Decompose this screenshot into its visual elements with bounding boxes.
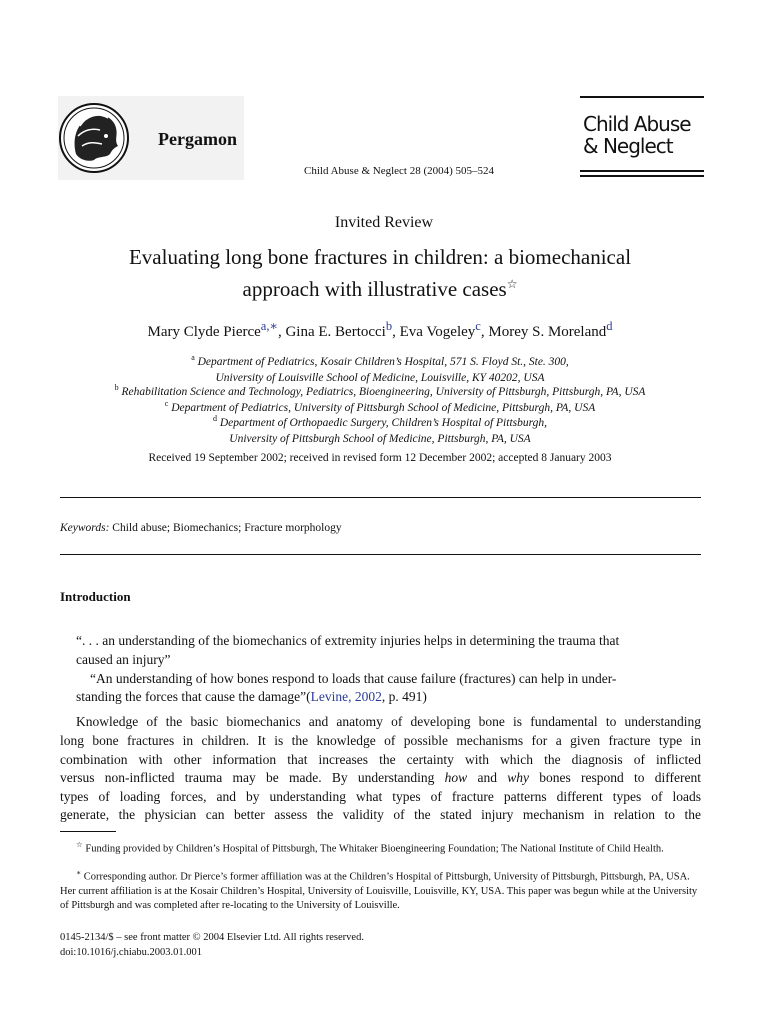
author-name: Mary Clyde Pierce (147, 324, 261, 340)
affiliation-b: $^b$ Rehabilitation Science and Technology, Pediatrics, Bioengineering, University of Pittsburgh, Pittsburgh, PA, USA (114, 383, 646, 398)
journal-citation: Child Abuse & Neglect 28 (2004) 505–524 (304, 165, 495, 177)
author-affiliation-link[interactable]: a,∗ (260, 319, 278, 333)
paragraph-line: combination with other information that increases the certainty with which the diagnosis of inflicted (60, 752, 701, 767)
journal-logo-line-1: Child Abuse (583, 112, 691, 136)
received-dates: Received 19 September 2002; received in revised form 12 December 2002; accepted 8 January 2003 (148, 452, 612, 464)
title-line-2-text: approach with illustrative cases (242, 277, 507, 301)
author-name: Gina E. Bertocci (285, 324, 386, 340)
divider (60, 497, 701, 498)
title-line-2 (60, 271, 700, 303)
title-note-mark[interactable]: ☆ (506, 277, 518, 291)
citation-link[interactable]: Levine, 2002 (310, 689, 382, 704)
title-line-1: Evaluating long bone fractures in children: a biomechanical (128, 245, 632, 269)
affiliation-c: $^c$ Department of Pediatrics, University of Pittsburgh School of Medicine, Pittsburgh, PA, USA (164, 399, 596, 414)
footnote-corresponding: ∗ Corresponding author. Dr Pierce’s former affiliation was at the Children’s Hospital of Pittsburgh, University of Pittsburgh, Pittsburgh, PA, USA. Her current affiliation is at the Kosair Children’s Hospital, University of Louisville, Louisville, KY, USA. This paper was begun while at the University of Pittsburgh and was completed after re-locating to the University of Louisville. (60, 868, 698, 911)
footnote-funding: ☆ Funding provided by Children’s Hospital of Pittsburgh, The Whitaker Bioengineering Foundation; The National Institute of Child Health. (76, 840, 664, 855)
paragraph-line: Knowledge of the basic biomechanics and anatomy of developing bone is fundamental to understanding (76, 714, 701, 729)
quote-1-line-1: “. . . an understanding of the biomechanics of extremity injuries helps in determining the trauma that (76, 633, 620, 648)
publisher-name: Pergamon (158, 129, 237, 149)
author-list: Mary Clyde Pierce$^{a,∗}$, Gina E. Bertocci$^b$, Eva Vogeley$^c$, Morey S. Moreland$^d$ (147, 319, 613, 340)
journal-logo-line-2: & Neglect (583, 134, 673, 158)
author-name: Eva Vogeley (399, 324, 476, 340)
doi[interactable]: doi:10.1016/j.chiabu.2003.01.001 (60, 947, 203, 958)
divider (60, 554, 701, 555)
section-heading: Introduction (60, 589, 131, 604)
paragraph-line: versus non-inflicted trauma may be made. By understanding how and why bones respond to different (60, 770, 701, 785)
article-type: Invited Review (334, 214, 434, 231)
keywords-text: Child abuse; Biomechanics; Fracture morphology (112, 522, 342, 534)
journal-logo (580, 96, 704, 178)
author-name: Morey S. Moreland (488, 324, 607, 340)
author-affiliation-link[interactable]: c (475, 319, 481, 333)
author-affiliation-link[interactable]: d (606, 319, 613, 333)
paragraph-line: long bone fractures in children. It is the knowledge of possible mechanisms for a given fracture type in (60, 733, 701, 748)
author-affiliation-link[interactable]: b (385, 319, 393, 333)
footnote-rule (60, 831, 116, 832)
article-title (60, 244, 700, 303)
keywords (60, 522, 342, 534)
quote-2-line-2: standing the forces that cause the damage”(Levine, 2002, p. 491) (76, 689, 427, 704)
keywords-label: Keywords: (60, 522, 110, 534)
quote-1-line-2: caused an injury” (76, 652, 171, 667)
affiliation-d: $^d$ Department of Orthopaedic Surgery, Children’s Hospital of Pittsburgh, University of Pittsburgh School of Medicine, Pittsburgh, PA, USA (212, 414, 548, 445)
affiliation-a: $^a$ Department of Pediatrics, Kosair Children’s Hospital, 571 S. Floyd St., Ste. 300, University of Louisville School of Medicine, Louisville, KY 40202, USA (191, 353, 569, 384)
paragraph-line: generate, the physician can better assess the validity of the stated injury mechanism in relation to the (60, 807, 701, 822)
copyright: 0145-2134/$ – see front matter © 2004 Elsevier Ltd. All rights reserved. (60, 932, 364, 943)
quote-2-line-1: “An understanding of how bones respond to loads that cause failure (fractures) can help in under- (90, 671, 617, 686)
paragraph-line: types of loading forces, and by understanding what types of fracture patterns different types of loads (60, 789, 701, 804)
